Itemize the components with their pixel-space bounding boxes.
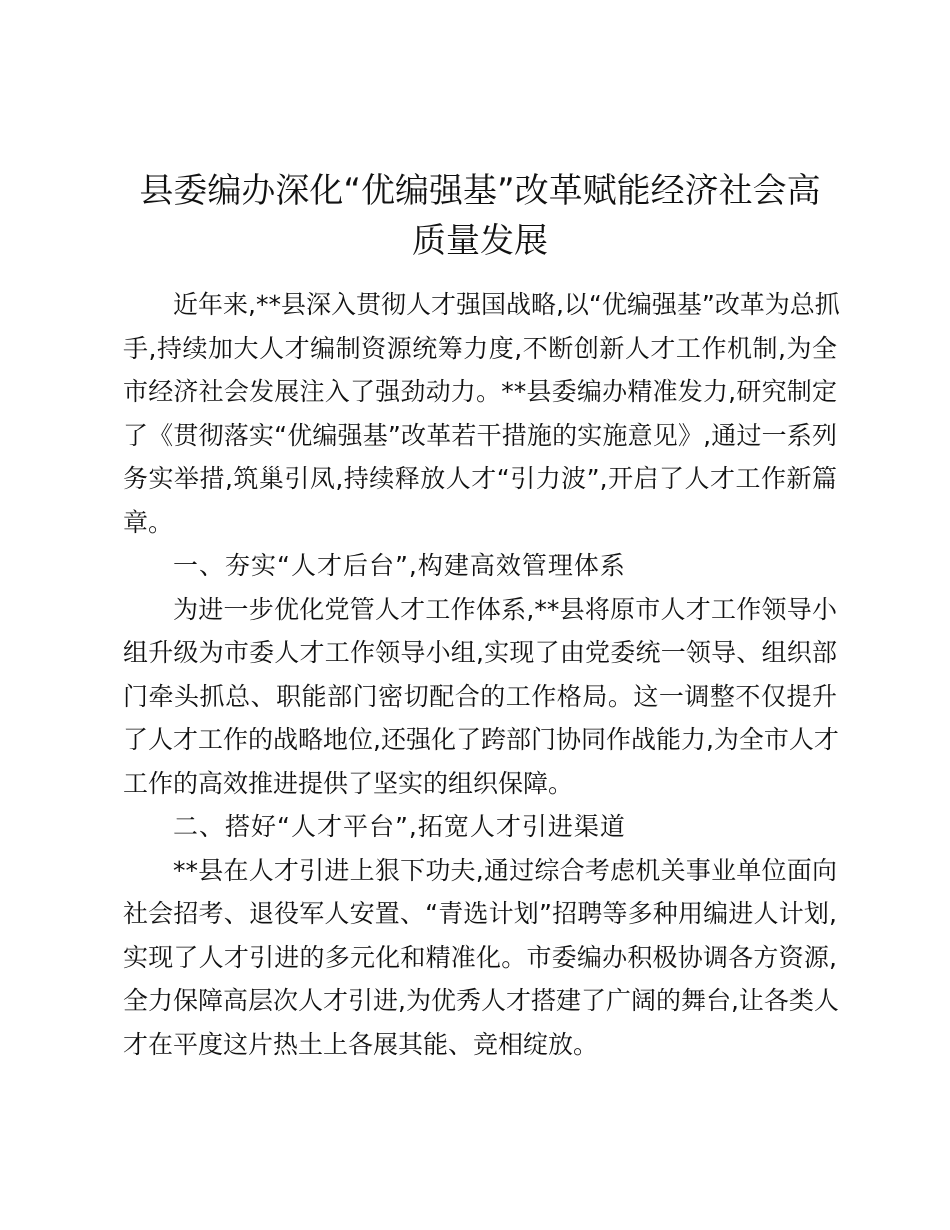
paragraph-line: 才在平度这片热土上各展其能、竞相绽放。 — [123, 1029, 599, 1059]
paragraph-line: 为进一步优化党管人才工作体系,**县将原市人才工作领导小 — [173, 594, 837, 624]
document-body — [123, 283, 840, 1066]
paragraph-line: 章。 — [123, 507, 174, 537]
paragraph-line: 了人才工作的战略地位,还强化了跨部门协同作战能力,为全市人才 — [123, 725, 839, 754]
paragraph-line: 务实举措,筑巢引凤,持续释放人才“引力波”,开启了人才工作新篇 — [123, 464, 837, 493]
section-heading-1: 一、夯实“人才后台”,构建高效管理体系 — [173, 551, 626, 580]
paragraph-line: 社会招考、退役军人安置、“青选计划”招聘等多种用编进人计划, — [123, 899, 837, 928]
paragraph-line: 实现了人才引进的多元化和精准化。市委编办积极协调各方资源, — [123, 942, 837, 972]
paragraph-line: 了《贯彻落实“优编强基”改革若干措施的实施意见》,通过一系列 — [123, 420, 837, 450]
paragraph-line: 手,持续加大人才编制资源统筹力度,不断创新人才工作机制,为全 — [123, 333, 837, 363]
paragraph-line: 近年来,**县深入贯彻人才强国战略,以“优编强基”改革为总抓 — [173, 290, 840, 319]
paragraph-section-1 — [123, 588, 837, 806]
paragraph-section-2 — [123, 849, 837, 1067]
paragraph-line: **县在人才引进上狠下功夫,通过综合考虑机关事业单位面向 — [173, 855, 837, 885]
paragraph-line: 组升级为市委人才工作领导小组,实现了由党委统一领导、组织部 — [123, 638, 837, 667]
paragraph-intro — [123, 283, 840, 544]
paragraph-line: 市经济社会发展注入了强劲动力。**县委编办精准发力,研究制定 — [123, 377, 837, 406]
document-title — [120, 166, 840, 266]
paragraph-line: 全力保障高层次人才引进,为优秀人才搭建了广阔的舞台,让各类人 — [123, 986, 839, 1015]
title-line-2: 质量发展 — [412, 221, 548, 261]
paragraph-line: 工作的高效推进提供了坚实的组织保障。 — [123, 768, 574, 798]
paragraph-line: 门牵头抓总、职能部门密切配合的工作格局。这一调整不仅提升 — [123, 681, 837, 711]
section-heading-2: 二、搭好“人才平台”,拓宽人才引进渠道 — [173, 812, 626, 841]
title-line-1: 县委编办深化“优编强基”改革赋能经济社会高 — [139, 171, 821, 211]
